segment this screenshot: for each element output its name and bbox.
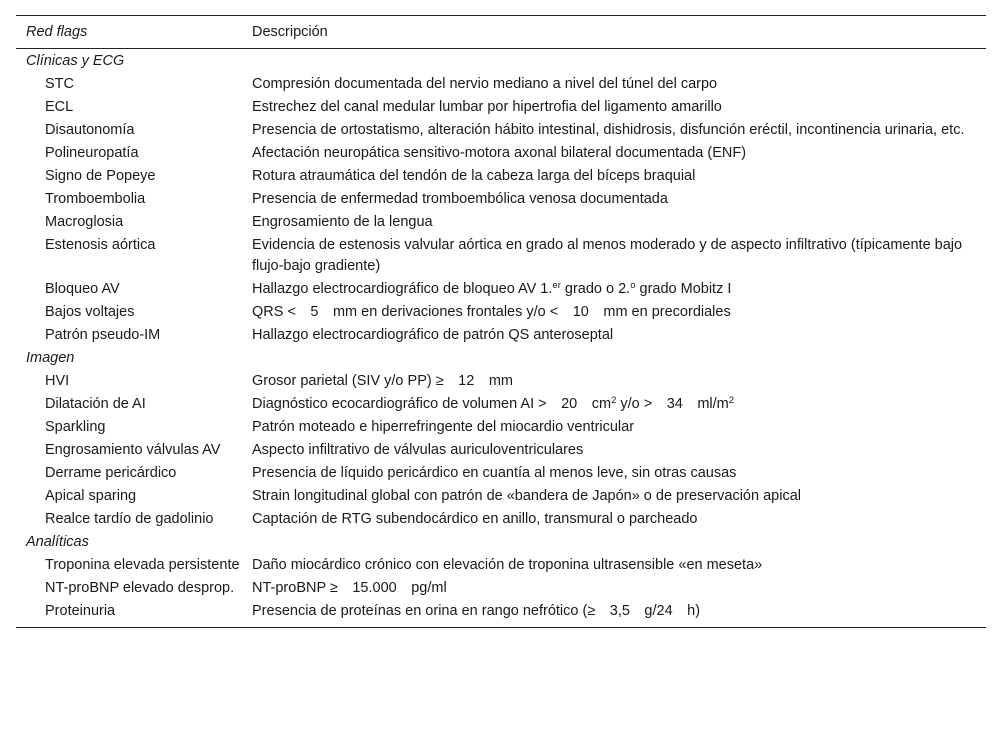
red-flag-label-text: Realce tardío de gadolinio [45,511,214,527]
red-flag-label-text: Engrosamiento válvulas AV [45,442,221,458]
red-flag-label-text: Signo de Popeye [45,168,156,184]
red-flag-label [16,463,242,486]
red-flag-description: Grosor parietal (SIV y/o PP) ≥ 12 mm [252,373,513,389]
table-row [16,555,986,578]
red-flag-label-text: Bloqueo AV [45,281,120,297]
header-red-flags: Red flags [26,23,88,40]
red-flag-label [16,509,242,532]
red-flag-label-text: Disautonomía [45,122,135,138]
red-flag-description [242,279,986,302]
red-flag-description: Daño miocárdico crónico con elevación de troponina ultrasensible «en meseta» [252,557,763,573]
table-row [16,325,986,348]
table-row [16,463,986,486]
red-flag-description: Aspecto infiltrativo de válvulas auriculoventriculares [252,442,584,458]
superscript: 2 [611,395,617,406]
red-flag-label-text: ECL [45,99,74,115]
red-flag-description: Afectación neuropática sensitivo-motora axonal bilateral documentada (ENF) [252,145,747,161]
red-flag-description: Patrón moteado e hiperrefringente del miocardio ventricular [252,419,635,435]
red-flag-label-text: Sparkling [45,419,106,435]
red-flag-description: Evidencia de estenosis valvular aórtica en grado al menos moderado y de aspecto infiltrativo (típicamente bajo flujo-bajo gradiente) [252,237,963,274]
table-row [16,509,986,532]
table-row [16,486,986,509]
red-flag-description: NT-proBNP ≥ 15.000 pg/ml [252,580,447,596]
table-row [16,371,986,394]
section-title: Analíticas [26,534,89,550]
red-flag-label [16,371,242,394]
red-flag-label [16,555,242,578]
red-flag-label-text: Apical sparing [45,488,137,504]
table-row [16,74,986,97]
red-flag-description: Presencia de ortostatismo, alteración hábito intestinal, dishidrosis, disfunción eréctil, incontinencia urinaria, etc. [252,122,965,138]
table-row [16,189,986,212]
red-flag-label [16,143,242,166]
table-row [16,440,986,463]
red-flag-description [242,394,986,417]
red-flag-label [16,166,242,189]
red-flag-label [16,120,242,143]
red-flag-label-text: HVI [45,373,70,389]
table-row [16,601,986,628]
superscript: 2 [728,395,735,406]
red-flag-label-text: Derrame pericárdico [45,465,177,481]
table-row [16,302,986,325]
description-part: Diagnóstico ecocardiográfico de volumen AI > 20 cm [252,396,612,412]
red-flag-description: Presencia de proteínas en orina en rango nefrótico (≥ 3,5 g/24 h) [252,603,701,619]
table-row [16,578,986,601]
description-part: y/o > 34 ml/m [616,396,729,412]
section-title: Imagen [26,350,75,366]
red-flag-label [16,97,242,120]
red-flag-label-text: STC [45,76,74,92]
table-row [16,120,986,143]
red-flag-label-text: Proteinuria [45,603,116,619]
red-flag-label-text: Polineuropatía [45,145,139,161]
red-flag-label-text: Dilatación de AI [45,396,146,412]
red-flag-label [16,235,242,279]
red-flag-label [16,74,242,97]
table-row [16,212,986,235]
section-row-clinicas-y-ecg [16,49,986,75]
table-row [16,279,986,302]
red-flag-label [16,279,242,302]
section-row-imagen [16,348,986,371]
red-flag-label [16,302,242,325]
red-flag-label [16,578,242,601]
red-flags-table-container [16,15,986,628]
table-row [16,97,986,120]
table-row [16,235,986,279]
red-flag-description: Hallazgo electrocardiográfico de patrón QS anteroseptal [252,327,614,343]
red-flag-label-text: Estenosis aórtica [45,237,156,253]
red-flag-label [16,601,242,628]
table-row [16,417,986,440]
table-body [16,49,986,628]
red-flag-label [16,212,242,235]
red-flag-label [16,394,242,417]
red-flag-description: Estrechez del canal medular lumbar por hipertrofia del ligamento amarillo [252,99,722,115]
table-row [16,394,986,417]
superscript: o [630,280,636,291]
description-part: Hallazgo electrocardiográfico de bloqueo AV 1. [252,281,553,297]
red-flag-label-text: Patrón pseudo-IM [45,327,161,343]
red-flag-label [16,486,242,509]
description-part: grado Mobitz I [635,281,732,297]
table-row [16,166,986,189]
red-flag-label-text: Macroglosia [45,214,124,230]
red-flag-description: Rotura atraumática del tendón de la cabeza larga del bíceps braquial [252,168,696,184]
red-flag-description: QRS < 5 mm en derivaciones frontales y/o < 10 mm en precordiales [252,304,731,320]
red-flag-label [16,189,242,212]
red-flag-label [16,325,242,348]
header-descripcion: Descripción [252,23,328,40]
description-part: grado o 2. [560,281,631,297]
red-flag-label-text: NT-proBNP elevado desprop. [45,580,235,596]
red-flag-description: Strain longitudinal global con patrón de «bandera de Japón» o de preservación apical [252,488,801,504]
red-flag-label [16,440,242,463]
red-flag-label-text: Bajos voltajes [45,304,135,320]
red-flag-label-text: Tromboembolia [45,191,146,207]
header-row [16,16,986,49]
table-row [16,143,986,166]
red-flag-label [16,417,242,440]
section-row-analiticas [16,532,986,555]
red-flags-table [16,15,986,628]
red-flag-description: Compresión documentada del nervio mediano a nivel del túnel del carpo [252,76,718,92]
red-flag-description: Captación de RTG subendocárdico en anillo, transmural o parcheado [252,511,698,527]
red-flag-label-text: Troponina elevada persistente [45,557,240,573]
superscript: er [552,280,561,291]
red-flag-description: Presencia de líquido pericárdico en cuantía al menos leve, sin otras causas [252,465,737,481]
red-flag-description: Engrosamiento de la lengua [252,214,433,230]
table-header [16,16,986,49]
section-title: Clínicas y ECG [26,53,125,69]
red-flag-description: Presencia de enfermedad tromboembólica venosa documentada [252,191,668,207]
